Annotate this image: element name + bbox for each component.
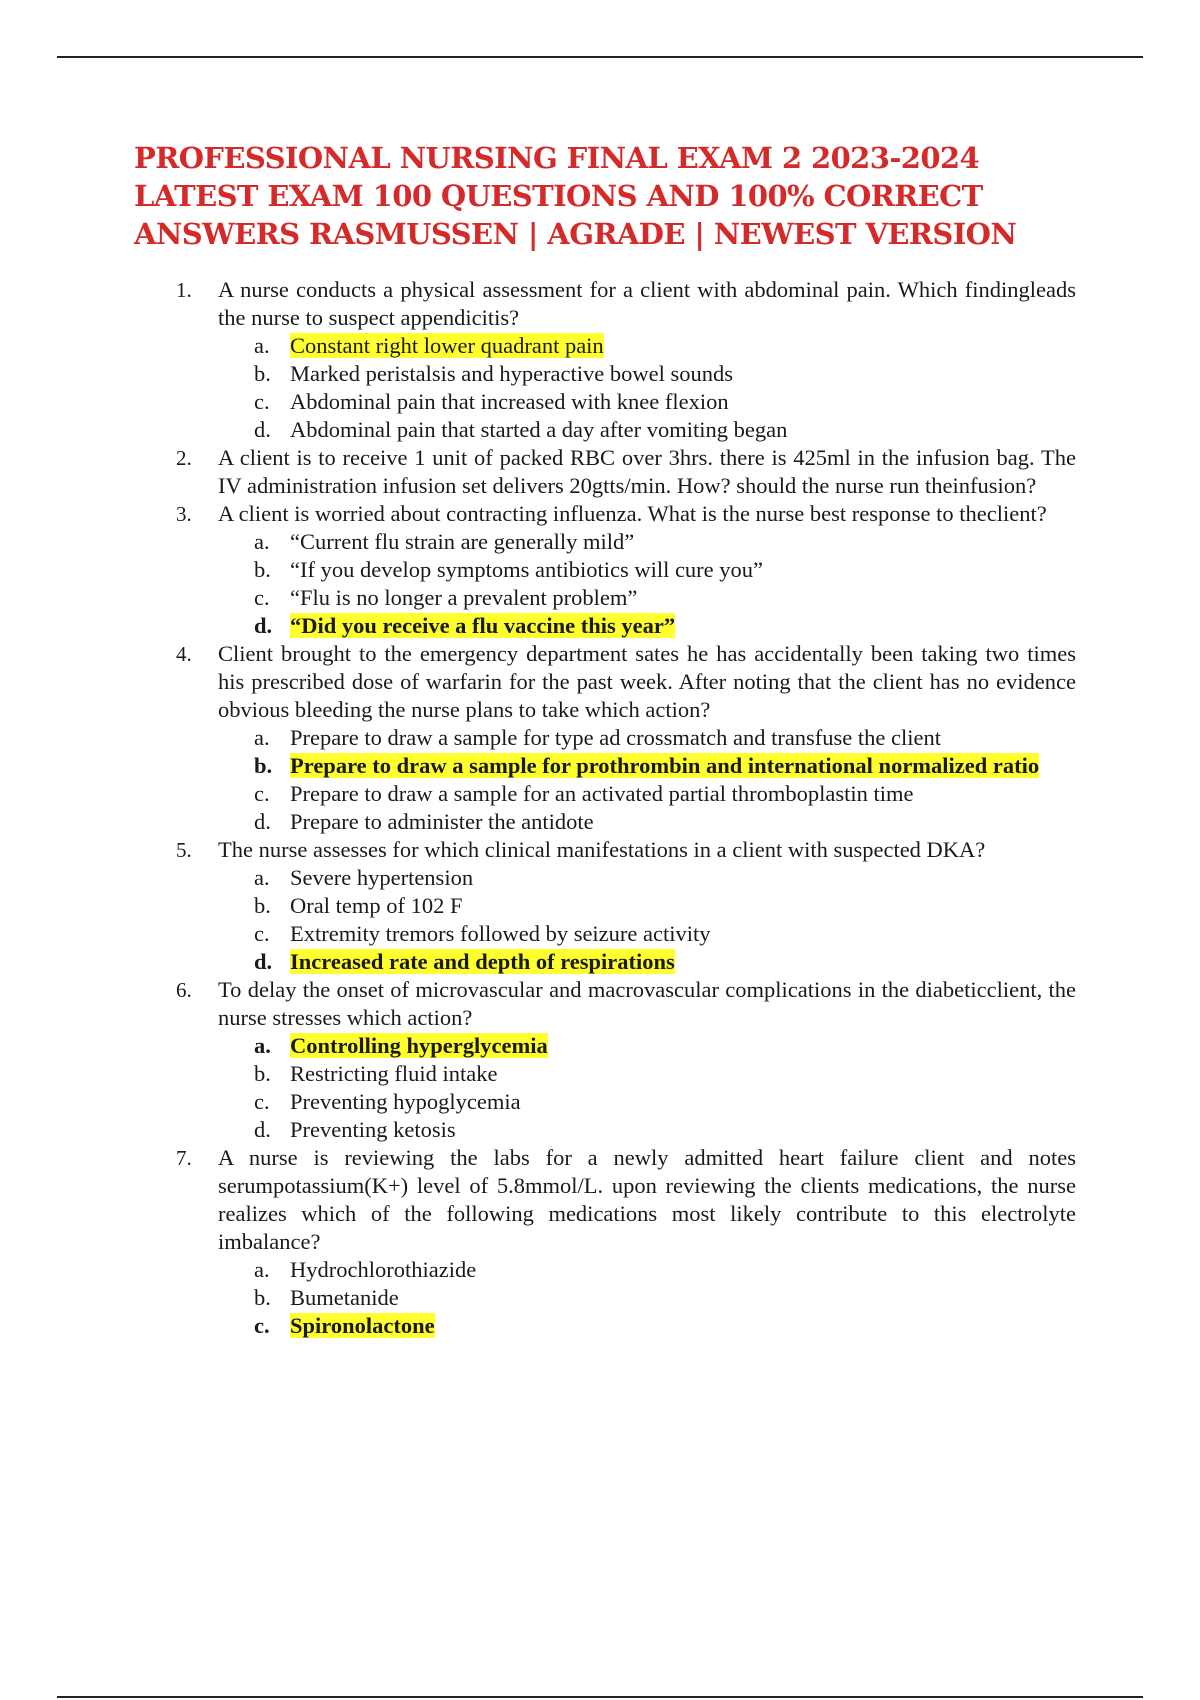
question-text: A nurse conducts a physical assessment for a client with abdominal pain. Which findingleads the nurse to suspect appendicitis? <box>218 277 1076 330</box>
option-a-correct-answer <box>254 1032 1076 1060</box>
option-letter: b. <box>254 893 271 918</box>
option-letter: c. <box>254 1089 270 1114</box>
question-6 <box>176 976 1076 1144</box>
option-list <box>176 1256 1076 1340</box>
question-number: 7. <box>176 1146 192 1170</box>
option-b-correct-answer <box>254 752 1076 780</box>
option-c <box>254 1088 1076 1116</box>
option-text: Abdominal pain that started a day after vomiting began <box>290 417 788 442</box>
title-line-3: ANSWERS RASMUSSEN | AGRADE | NEWEST VERSION <box>134 217 1017 251</box>
option-c <box>254 780 1076 808</box>
document-title <box>134 139 1094 253</box>
question-2 <box>176 444 1076 500</box>
option-c <box>254 388 1076 416</box>
option-text: Extremity tremors followed by seizure activity <box>290 921 711 946</box>
question-number: 5. <box>176 838 192 862</box>
option-text: Prepare to draw a sample for type ad crossmatch and transfuse the client <box>290 725 942 750</box>
bottom-rule <box>57 1696 1143 1698</box>
question-number: 2. <box>176 446 192 470</box>
question-list <box>176 276 1076 1340</box>
question-number: 3. <box>176 502 192 526</box>
option-text: Prepare to administer the antidote <box>290 809 594 834</box>
question-number: 4. <box>176 642 192 666</box>
option-d <box>254 416 1076 444</box>
option-list <box>176 1032 1076 1144</box>
option-text: Constant right lower quadrant pain <box>290 333 604 358</box>
option-letter: a. <box>254 865 270 890</box>
option-letter: d. <box>254 613 273 638</box>
option-a <box>254 724 1076 752</box>
title-line-1: PROFESSIONAL NURSING FINAL EXAM 2 2023-2024 <box>134 141 980 175</box>
option-letter: a. <box>254 1257 270 1282</box>
option-text: Bumetanide <box>290 1285 399 1310</box>
option-letter: c. <box>254 1313 270 1338</box>
question-text: A nurse is reviewing the labs for a newly admitted heart failure client and notes serumpotassium(K+) level of 5.8mmol/L. upon reviewing the clients medications, the nurse realizes which of the following medications most likely contribute to this electrolyte imbalance? <box>218 1145 1076 1254</box>
question-number: 1. <box>176 278 192 302</box>
option-letter: d. <box>254 949 273 974</box>
option-text: Prepare to draw a sample for prothrombin and international normalized ratio <box>290 753 1040 778</box>
question-text: A client is worried about contracting influenza. What is the nurse best response to theclient? <box>218 501 1047 526</box>
option-list <box>176 724 1076 836</box>
option-letter: b. <box>254 1061 271 1086</box>
option-text: Prepare to draw a sample for an activated partial thromboplastin time <box>290 781 914 806</box>
option-text: Oral temp of 102 F <box>290 893 463 918</box>
option-letter: b. <box>254 557 271 582</box>
option-list <box>176 864 1076 976</box>
option-c-correct-answer <box>254 1312 1076 1340</box>
option-list <box>176 528 1076 640</box>
option-letter: c. <box>254 781 270 806</box>
option-d <box>254 808 1076 836</box>
option-text: “Did you receive a flu vaccine this year” <box>290 613 676 638</box>
option-b <box>254 360 1076 388</box>
option-letter: a. <box>254 529 270 554</box>
question-text: The nurse assesses for which clinical manifestations in a client with suspected DKA? <box>218 837 986 862</box>
option-d <box>254 1116 1076 1144</box>
option-letter: c. <box>254 585 270 610</box>
question-text: To delay the onset of microvascular and macrovascular complications in the diabeticclient, the nurse stresses which action? <box>218 977 1076 1030</box>
option-text: Severe hypertension <box>290 865 474 890</box>
option-a <box>254 864 1076 892</box>
option-b <box>254 556 1076 584</box>
option-d-correct-answer <box>254 948 1076 976</box>
option-c <box>254 920 1076 948</box>
option-text: Restricting fluid intake <box>290 1061 498 1086</box>
option-letter: d. <box>254 1117 271 1142</box>
option-letter: c. <box>254 389 270 414</box>
option-letter: b. <box>254 1285 271 1310</box>
option-a <box>254 528 1076 556</box>
question-4 <box>176 640 1076 836</box>
top-rule <box>57 56 1143 58</box>
option-letter: b. <box>254 361 271 386</box>
option-text: Controlling hyperglycemia <box>290 1033 548 1058</box>
option-text: “Flu is no longer a prevalent problem” <box>290 585 638 610</box>
option-text: Hydrochlorothiazide <box>290 1257 477 1282</box>
option-letter: c. <box>254 921 270 946</box>
option-text: Preventing hypoglycemia <box>290 1089 521 1114</box>
option-letter: a. <box>254 725 270 750</box>
option-b <box>254 1284 1076 1312</box>
question-5 <box>176 836 1076 976</box>
question-3 <box>176 500 1076 640</box>
question-text: Client brought to the emergency department sates he has accidentally been taking two times his prescribed dose of warfarin for the past week. After noting that the client has no evidence obvious bleeding the nurse plans to take which action? <box>218 641 1076 722</box>
option-text: “If you develop symptoms antibiotics will cure you” <box>290 557 764 582</box>
option-letter: b. <box>254 753 273 778</box>
question-text: A client is to receive 1 unit of packed RBC over 3hrs. there is 425ml in the infusion bag. The IV administration infusion set delivers 20gtts/min. How? should the nurse run theinfusion? <box>218 445 1076 498</box>
question-1 <box>176 276 1076 444</box>
option-text: Preventing ketosis <box>290 1117 456 1142</box>
option-text: Abdominal pain that increased with knee flexion <box>290 389 729 414</box>
question-7 <box>176 1144 1076 1340</box>
option-a <box>254 1256 1076 1284</box>
option-letter: d. <box>254 417 271 442</box>
option-d-correct-answer <box>254 612 1076 640</box>
option-b <box>254 892 1076 920</box>
option-text: Spironolactone <box>290 1313 435 1338</box>
question-number: 6. <box>176 978 192 1002</box>
option-text: Marked peristalsis and hyperactive bowel sounds <box>290 361 734 386</box>
option-c <box>254 584 1076 612</box>
option-text: Increased rate and depth of respirations <box>290 949 675 974</box>
option-letter: a. <box>254 333 270 358</box>
option-b <box>254 1060 1076 1088</box>
title-line-2: LATEST EXAM 100 QUESTIONS AND 100% CORRECT <box>134 179 983 213</box>
option-text: “Current flu strain are generally mild” <box>290 529 635 554</box>
option-letter: a. <box>254 1033 271 1058</box>
option-list <box>176 332 1076 444</box>
option-letter: d. <box>254 809 271 834</box>
option-a-highlighted-answer <box>254 332 1076 360</box>
